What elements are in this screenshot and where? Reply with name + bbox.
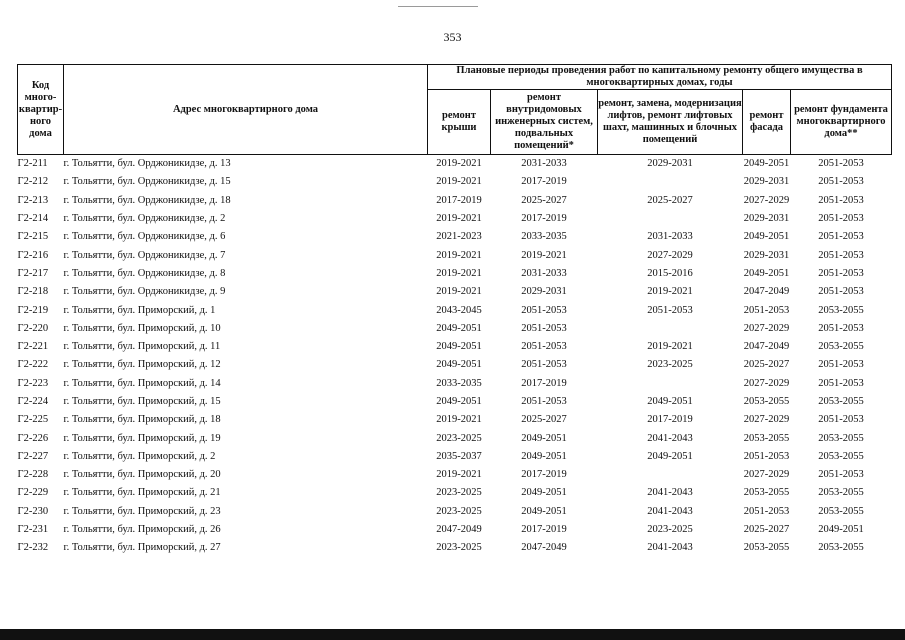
cell-systems: 2051-2053	[521, 359, 567, 371]
table-row	[18, 503, 892, 521]
cell-address: г. Тольятти, бул. Приморский, д. 26	[63, 524, 221, 536]
cell-address: г. Тольятти, бул. Приморский, д. 2	[63, 450, 216, 462]
cell-address: г. Тольятти, бул. Орджоникидзе, д. 9	[63, 286, 226, 298]
cell-roof: 2049-2051	[436, 341, 482, 353]
cell-roof: 2049-2051	[436, 359, 482, 371]
cell-facade: 2053-2055	[743, 487, 790, 499]
cell-code: Г2-232	[17, 542, 49, 554]
cell-foundation: 2051-2053	[818, 231, 864, 243]
table-row	[18, 411, 892, 429]
cell-address: г. Тольятти, бул. Приморский, д. 15	[63, 396, 221, 407]
cell-roof: 2023-2025	[436, 505, 482, 517]
cell-roof: 2047-2049	[436, 524, 482, 536]
cell-code: Г2-211	[17, 158, 48, 170]
cell-facade: 2053-2055	[743, 432, 790, 444]
cell-code: Г2-221	[17, 341, 49, 353]
cell-facade: 2029-2031	[743, 249, 790, 261]
cell-facade: 2049-2051	[743, 158, 790, 170]
cell-lifts: 2017-2019	[647, 414, 693, 426]
cell-code: Г2-220	[17, 322, 49, 334]
page-number: 353	[443, 30, 462, 44]
cell-facade: 2053-2055	[743, 396, 790, 407]
cell-lifts: 2049-2051	[647, 396, 693, 407]
cell-roof: 2049-2051	[436, 396, 482, 407]
cell-facade: 2051-2053	[743, 304, 790, 316]
cell-roof: 2019-2021	[436, 213, 482, 225]
cell-code: Г2-219	[17, 304, 49, 316]
cell-facade: 2027-2029	[743, 322, 790, 334]
cell-facade: 2051-2053	[743, 505, 790, 517]
cell-code: Г2-228	[17, 469, 49, 481]
table-row	[18, 192, 892, 210]
cell-facade: 2029-2031	[743, 213, 790, 225]
cell-foundation: 2051-2053	[818, 359, 864, 371]
cell-systems: 2051-2053	[521, 341, 567, 353]
cell-foundation: 2051-2053	[818, 286, 864, 298]
cell-facade: 2047-2049	[743, 341, 790, 353]
cell-roof: 2019-2021	[436, 249, 482, 261]
cell-lifts	[598, 320, 743, 338]
cell-address: г. Тольятти, бул. Орджоникидзе, д. 18	[63, 194, 231, 206]
cell-foundation: 2053-2055	[818, 542, 864, 554]
cell-foundation: 2051-2053	[818, 176, 864, 188]
cell-foundation: 2053-2055	[818, 487, 864, 499]
cell-code: Г2-229	[17, 487, 49, 499]
cell-address: г. Тольятти, бул. Приморский, д. 18	[63, 414, 221, 426]
cell-systems: 2017-2019	[521, 176, 567, 188]
cell-address: г. Тольятти, бул. Орджоникидзе, д. 8	[63, 267, 226, 279]
cell-address: г. Тольятти, бул. Орджоникидзе, д. 7	[63, 249, 226, 261]
cell-lifts: 2019-2021	[647, 286, 693, 298]
cell-foundation: 2053-2055	[818, 505, 864, 517]
cell-facade: 2027-2029	[743, 377, 790, 389]
cell-code: Г2-215	[17, 231, 49, 243]
cell-address: г. Тольятти, бул. Приморский, д. 19	[63, 432, 221, 444]
cell-address: г. Тольятти, бул. Приморский, д. 27	[63, 542, 221, 554]
cell-lifts: 2019-2021	[647, 341, 693, 353]
cell-foundation: 2053-2055	[818, 304, 864, 316]
cell-code: Г2-222	[17, 359, 49, 371]
cell-roof: 2043-2045	[436, 304, 482, 316]
table-row	[18, 338, 892, 356]
cell-systems: 2025-2027	[521, 414, 567, 426]
table-row	[18, 484, 892, 502]
cell-systems: 2017-2019	[521, 524, 567, 536]
table-row	[18, 173, 892, 191]
cell-lifts	[598, 375, 743, 393]
cell-systems: 2051-2053	[521, 396, 567, 407]
cell-code: Г2-226	[17, 432, 49, 444]
cell-lifts	[598, 210, 743, 228]
cell-foundation: 2053-2055	[818, 450, 864, 462]
cell-code: Г2-216	[17, 249, 49, 261]
cell-systems: 2049-2051	[521, 487, 567, 499]
cell-systems: 2051-2053	[521, 322, 567, 334]
header-address: Адрес многоквартирного дома	[64, 65, 428, 155]
cell-systems: 2025-2027	[521, 194, 567, 206]
cell-foundation: 2051-2053	[818, 213, 864, 225]
cell-facade: 2047-2049	[743, 286, 790, 298]
cell-address: г. Тольятти, бул. Приморский, д. 10	[63, 322, 221, 334]
cell-code: Г2-230	[17, 505, 49, 517]
header-facade: ремонт фасада	[743, 90, 791, 155]
cell-systems: 2049-2051	[521, 432, 567, 444]
cell-systems: 2051-2053	[521, 304, 567, 316]
cell-systems: 2033-2035	[521, 231, 567, 243]
cell-lifts: 2041-2043	[647, 505, 693, 517]
cell-facade: 2027-2029	[743, 414, 790, 426]
cell-address: г. Тольятти, бул. Приморский, д. 20	[63, 469, 221, 481]
cell-lifts: 2023-2025	[647, 359, 693, 371]
cell-foundation: 2051-2053	[818, 267, 864, 279]
cell-facade: 2027-2029	[743, 469, 790, 481]
cell-roof: 2021-2023	[436, 231, 482, 243]
cell-roof: 2017-2019	[436, 194, 482, 206]
cell-lifts: 2041-2043	[647, 487, 693, 499]
repair-schedule-table	[17, 64, 892, 558]
table-row	[18, 521, 892, 539]
cell-address: г. Тольятти, бул. Орджоникидзе, д. 13	[63, 158, 231, 170]
table-row	[18, 448, 892, 466]
cell-roof: 2019-2021	[436, 158, 482, 170]
table-row	[18, 246, 892, 264]
cell-roof: 2019-2021	[436, 286, 482, 298]
cell-roof: 2019-2021	[436, 267, 482, 279]
cell-systems: 2047-2049	[521, 542, 567, 554]
table-body	[18, 155, 892, 558]
cell-lifts: 2029-2031	[647, 158, 693, 170]
cell-facade: 2049-2051	[743, 231, 790, 243]
cell-lifts: 2041-2043	[647, 432, 693, 444]
cell-facade: 2049-2051	[743, 267, 790, 279]
cell-roof: 2035-2037	[436, 450, 482, 462]
cell-address: г. Тольятти, бул. Приморский, д. 11	[63, 341, 221, 353]
cell-lifts: 2023-2025	[647, 524, 693, 536]
table-row	[18, 301, 892, 319]
cell-code: Г2-217	[17, 267, 49, 279]
cell-systems: 2049-2051	[521, 505, 567, 517]
table-row	[18, 356, 892, 374]
cell-code: Г2-223	[17, 377, 49, 389]
cell-code: Г2-212	[17, 176, 49, 188]
cell-facade: 2051-2053	[743, 450, 790, 462]
cell-foundation: 2053-2055	[818, 396, 864, 407]
cell-systems: 2019-2021	[521, 249, 567, 261]
cell-systems: 2017-2019	[521, 213, 567, 225]
table-row	[18, 210, 892, 228]
table-row	[18, 375, 892, 393]
cell-lifts: 2015-2016	[647, 267, 693, 279]
cell-code: Г2-225	[17, 414, 49, 426]
cell-address: г. Тольятти, бул. Орджоникидзе, д. 2	[63, 213, 226, 225]
cell-systems: 2031-2033	[521, 158, 567, 170]
table-row	[18, 393, 892, 411]
cell-code: Г2-214	[17, 213, 49, 225]
cell-lifts: 2031-2033	[647, 231, 693, 243]
cell-foundation: 2051-2053	[818, 158, 864, 170]
cell-roof: 2033-2035	[436, 377, 482, 389]
cell-code: Г2-224	[17, 396, 49, 407]
cell-foundation: 2051-2053	[818, 469, 864, 481]
cell-code: Г2-218	[17, 286, 49, 298]
header-periods: Плановые периоды проведения работ по капитальному ремонту общего имущества в многоквартирных домах, годы	[428, 65, 892, 90]
cell-address: г. Тольятти, бул. Приморский, д. 14	[63, 377, 221, 389]
cell-roof: 2023-2025	[436, 542, 482, 554]
cell-lifts: 2041-2043	[647, 542, 693, 554]
table-row	[18, 539, 892, 557]
cell-address: г. Тольятти, бул. Приморский, д. 21	[63, 487, 221, 499]
cell-lifts: 2025-2027	[647, 194, 693, 206]
cell-foundation: 2053-2055	[818, 341, 864, 353]
header-roof: ремонт крыши	[428, 90, 491, 155]
cell-lifts	[598, 173, 743, 191]
table-row	[18, 320, 892, 338]
cell-lifts: 2027-2029	[647, 249, 693, 261]
cell-facade: 2025-2027	[743, 359, 790, 371]
header-systems: ремонт внутридомовых инженерных систем, подвальных помещений*	[491, 90, 598, 155]
table-row	[18, 265, 892, 283]
cell-systems: 2017-2019	[521, 469, 567, 481]
cell-facade: 2053-2055	[743, 542, 790, 554]
cell-facade: 2029-2031	[743, 176, 790, 188]
cell-foundation: 2051-2053	[818, 377, 864, 389]
cell-facade: 2027-2029	[743, 194, 790, 206]
cell-foundation: 2049-2051	[818, 524, 864, 536]
cell-foundation: 2051-2053	[818, 322, 864, 334]
table-row	[18, 155, 892, 174]
cell-systems: 2029-2031	[521, 286, 567, 298]
cell-address: г. Тольятти, бул. Приморский, д. 1	[63, 304, 216, 316]
cell-code: Г2-231	[17, 524, 49, 536]
cell-roof: 2049-2051	[436, 322, 482, 334]
cell-roof: 2023-2025	[436, 487, 482, 499]
table-row	[18, 429, 892, 447]
cell-lifts	[598, 466, 743, 484]
cell-foundation: 2051-2053	[818, 194, 864, 206]
top-rule	[398, 6, 478, 7]
cell-address: г. Тольятти, бул. Орджоникидзе, д. 15	[63, 176, 231, 188]
table-row	[18, 283, 892, 301]
cell-facade: 2025-2027	[743, 524, 790, 536]
cell-systems: 2031-2033	[521, 267, 567, 279]
cell-systems: 2017-2019	[521, 377, 567, 389]
header-code: Код много-квартир-ного дома	[18, 65, 64, 155]
bottom-bar	[0, 629, 905, 640]
header-lifts: ремонт, замена, модернизация лифтов, ремонт лифтовых шахт, машинных и блочных помещений	[598, 90, 743, 155]
cell-roof: 2023-2025	[436, 432, 482, 444]
table-row	[18, 466, 892, 484]
cell-roof: 2019-2021	[436, 176, 482, 188]
cell-lifts: 2049-2051	[647, 450, 693, 462]
cell-code: Г2-213	[17, 194, 49, 206]
cell-roof: 2019-2021	[436, 469, 482, 481]
cell-foundation: 2051-2053	[818, 414, 864, 426]
cell-address: г. Тольятти, бул. Приморский, д. 23	[63, 505, 221, 517]
cell-code: Г2-227	[17, 450, 49, 462]
cell-address: г. Тольятти, бул. Орджоникидзе, д. 6	[63, 231, 226, 243]
header-foundation: ремонт фундамента многоквартирного дома**	[791, 90, 892, 155]
cell-roof: 2019-2021	[436, 414, 482, 426]
cell-address: г. Тольятти, бул. Приморский, д. 12	[63, 359, 221, 371]
table-row	[18, 228, 892, 246]
cell-foundation: 2053-2055	[818, 432, 864, 444]
cell-foundation: 2051-2053	[818, 249, 864, 261]
cell-systems: 2049-2051	[521, 450, 567, 462]
cell-lifts: 2051-2053	[647, 304, 693, 316]
